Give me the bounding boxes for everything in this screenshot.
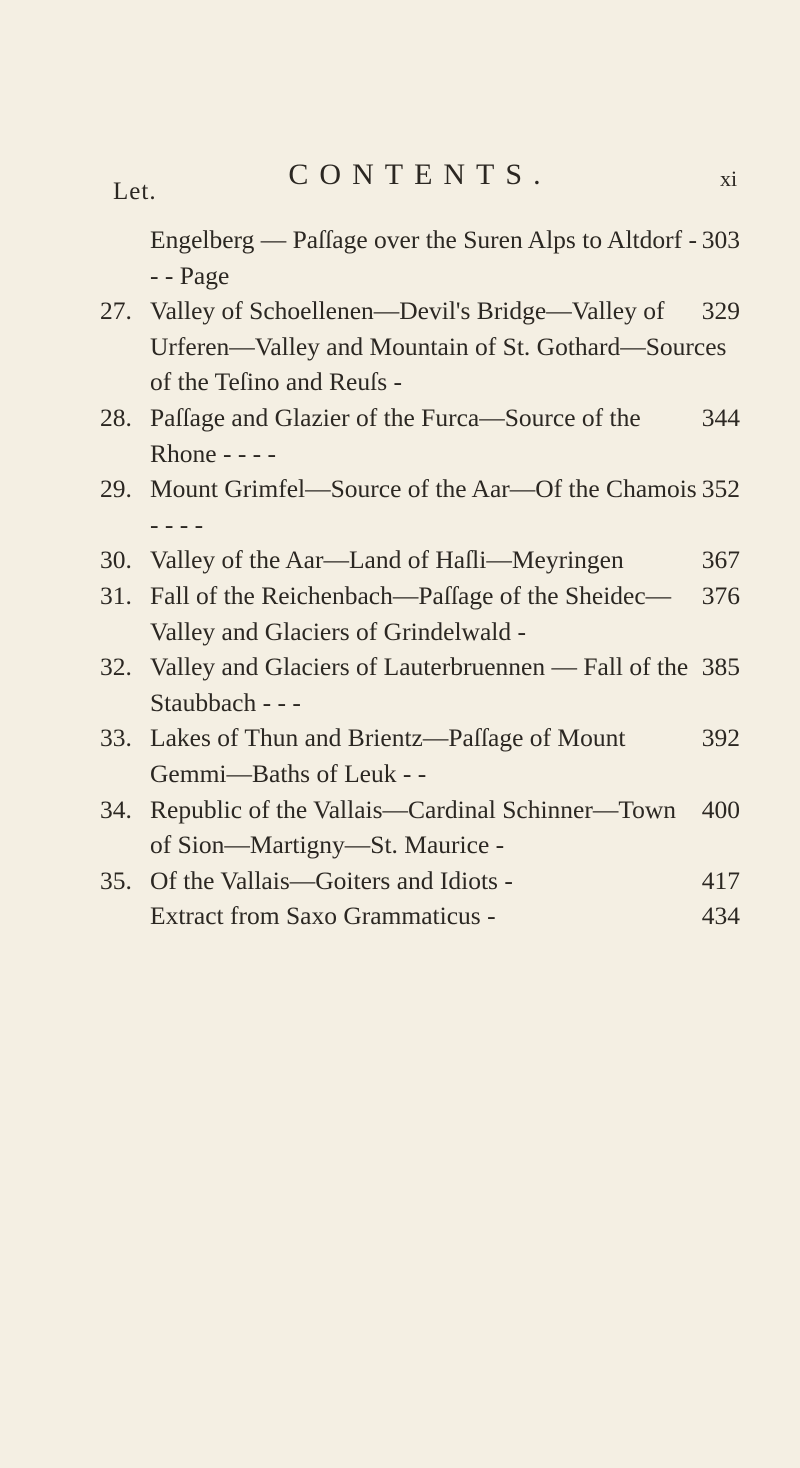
entry-page-number: 400 [701,794,740,824]
entry-number: 32. [100,652,132,682]
contents-entry [100,898,740,934]
entry-title: Lakes of Thun and Brientz—Paſſage of Mount Gemmi—Baths of Leuk - - [150,723,626,788]
entry-page-number: 352 [701,474,740,504]
letter-column-label: Let. [113,178,157,205]
entry-text [150,792,740,863]
contents-list [100,222,740,934]
entry-page-number: 344 [701,402,740,432]
entry-page-number: 385 [701,652,740,682]
entry-number: 30. [100,545,132,575]
entry-title: Mount Grimfel—Source of the Aar—Of the Chamois - - - - [150,474,697,539]
entry-title: Valley and Glaciers of Lauterbruennen — Fall of the Staubbach - - - [150,652,689,717]
entry-text [150,898,740,934]
entry-title: Extract from Saxo Grammaticus - [150,901,496,931]
contents-entry [100,222,740,293]
entry-text [150,863,740,899]
entry-number: 29. [100,474,132,504]
entry-title: Paſſage and Glazier of the Furca—Source of the Rhone - - - - [150,402,641,468]
entry-number: 27. [100,296,132,326]
entry-title: Valley of Schoellenen—Devil's Bridge—Valley of Urferen—Valley and Mountain of St. Gothard—Sources of the Teſino and Reuſs - [150,296,727,397]
entry-text [150,400,740,471]
entry-text [150,578,740,649]
entry-number: 34. [100,794,132,824]
contents-entry [100,649,740,720]
entry-page-number: 376 [701,580,740,610]
entry-text [150,293,740,400]
entry-text [150,471,740,542]
entry-title: Of the Vallais—Goiters and Idiots - [150,865,513,895]
entry-number: 35. [100,865,132,895]
entry-text [150,720,740,791]
contents-entry [100,293,740,400]
entry-number: 28. [100,402,132,432]
contents-entry [100,578,740,649]
entry-number: 33. [100,723,132,753]
entry-number: 31. [100,580,132,610]
contents-entry [100,792,740,863]
contents-entry [100,720,740,791]
entry-page-number: 303 [701,225,740,254]
contents-entry [100,471,740,542]
entry-page-number: 392 [701,723,740,753]
entry-text [150,542,740,578]
entry-title: Valley of the Aar—Land of Haſli—Meyringen [150,545,624,575]
entry-page-number: 367 [701,545,740,575]
contents-entry [100,863,740,899]
entry-text [150,222,740,293]
entry-title: Engelberg — Paſſage over the Suren Alps to Altdorf - - - Page [150,225,697,290]
entry-page-number: 434 [701,901,740,931]
page-title: CONTENTS. [288,158,552,191]
entry-text [150,649,740,720]
entry-page-number: 329 [701,296,740,326]
contents-entry [100,542,740,578]
page-number: xi [720,166,738,191]
contents-entry [100,400,740,471]
entry-page-number: 417 [701,865,740,895]
entry-title: Fall of the Reichenbach—Paſſage of the Sheidec—Valley and Glaciers of Grindelwald - [150,580,672,646]
entry-title: Republic of the Vallais—Cardinal Schinner—Town of Sion—Martigny—St. Maurice - [150,794,677,860]
